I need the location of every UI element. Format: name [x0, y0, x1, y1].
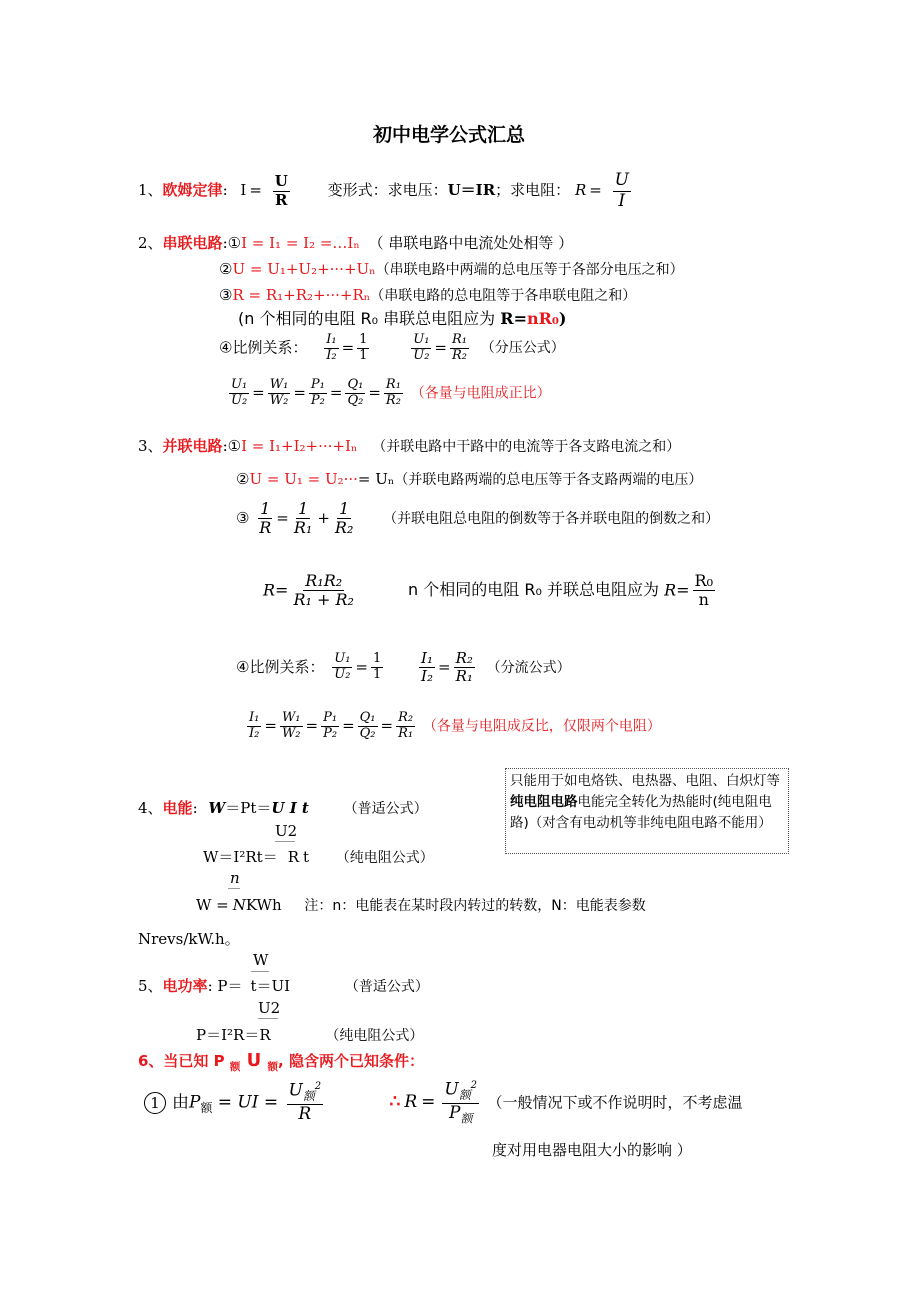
rated-UI: = UI =: [212, 1092, 284, 1113]
ohm-eq: =: [249, 181, 262, 200]
resistance-denominator: I: [618, 190, 626, 211]
section-1: [138, 171, 634, 211]
power-pure-num: U2: [258, 999, 281, 1017]
parallel-ratio-I: [419, 650, 435, 686]
parallel-inv-R: [257, 500, 273, 538]
series-ratio-note: （分压公式）: [480, 340, 565, 357]
frac-num: Q₁: [347, 377, 364, 392]
energy-Pt: ＝Pt＝: [225, 799, 272, 817]
frac-num: I₁: [326, 332, 337, 347]
series-3-mark: ③: [219, 286, 233, 304]
series-2-mark: ②: [219, 260, 233, 278]
parallel-prop-Q: [358, 711, 378, 742]
section-2-line-1: [138, 234, 573, 252]
you-char: 由: [172, 1092, 189, 1113]
ohm-numerator: U: [274, 172, 288, 191]
parallel-ratio-one: [371, 652, 383, 683]
rated-R-U: U: [444, 1079, 459, 1100]
rated-U-square: 2: [314, 1081, 322, 1093]
energy-frac-num: U2: [275, 822, 298, 840]
section-6-sub-1: 额: [229, 1061, 241, 1073]
section-3-number: 3、: [138, 437, 163, 455]
rated-R-P-sub: 额: [460, 1111, 473, 1126]
series-current-formula: I = I₁ = I₂ =…Iₙ: [241, 234, 360, 252]
parallel-ratio-U: [332, 652, 352, 683]
variant-label: 变形式：求电压：: [327, 181, 448, 200]
section-6-head-text: 6、当已知 P: [138, 1052, 230, 1070]
series-prop-note: （各量与电阻成正比）: [410, 385, 551, 402]
section-4-number: 4、: [138, 799, 163, 817]
series-voltage-note: （串联电路中两端的总电压等于各部分电压之和）: [375, 262, 684, 278]
resistance-eq: =: [589, 181, 602, 200]
series-ratio-I: [324, 333, 338, 364]
frac-den: Q₂: [359, 725, 376, 741]
section-4-colon: :: [192, 799, 198, 817]
section-5-number: 5、: [138, 977, 163, 995]
section-6-note-2: 度对用电器电阻大小的影响 ）: [492, 1141, 692, 1159]
power-frac-line: [251, 971, 269, 972]
parallel-ratio-R: [454, 650, 475, 686]
power-general-note: （普适公式）: [344, 979, 429, 995]
meter-note: 注：n：电能表在某时段内转过的转数，N：电能表参数: [304, 898, 646, 914]
section-2-number: 2、: [138, 234, 163, 252]
section-3-heading: 并联电路: [162, 437, 223, 455]
parallel-inv-R1: [292, 500, 314, 538]
power-P: P＝: [217, 977, 243, 995]
rated-U-sub: 额: [302, 1089, 315, 1104]
frac-num: R₁: [451, 332, 467, 347]
parallel-1-mark: ①: [227, 437, 242, 455]
series-1-mark: ①: [227, 234, 242, 252]
power-frac-den: t: [250, 977, 257, 995]
section-2-line-4: [238, 309, 566, 328]
parallel-prop-P: [321, 711, 339, 742]
section-6-note-1: （一般情况下或不作说明时，不考虑温: [487, 1093, 743, 1112]
frac-den: R₂: [334, 518, 354, 538]
parallel-voltage-tail: = Uₙ: [357, 470, 395, 488]
frac-num: 1: [359, 332, 368, 347]
frac-den: Q₂: [347, 392, 364, 408]
parallel-3-mark: ③: [236, 508, 250, 527]
section-2-line-5: ④比例关系： $\frac{\text{I₁}}{\text{I₂}}$ = $\frac{1}{1}$ $\frac{\text{U₁}}{\text{U₂}}$ = $\frac{\text{R₁}}{\text{R₂}}$ （分压公式）: [219, 332, 565, 363]
parallel-ratio-label: ④比例关系：: [236, 657, 325, 676]
section-1-colon: :: [222, 181, 228, 200]
energy-general-note: （普适公式）: [343, 801, 428, 817]
frac-num: R₁R₂: [305, 571, 343, 590]
section-5-colon: :: [207, 977, 213, 995]
section-2-line-2: [219, 260, 684, 279]
series-ratio-U: [411, 333, 431, 364]
frac-den: 1: [359, 347, 368, 363]
frac-num: R₂: [398, 710, 414, 725]
series-identical-nR0: nR₀: [526, 309, 559, 328]
frac-den: n: [698, 590, 709, 610]
parallel-identical-text: n 个相同的电阻 R₀ 并联总电阻应为: [408, 580, 659, 600]
frac-num: P₁: [310, 377, 325, 392]
frac-den: P₂: [323, 725, 338, 741]
meter-kwh: KWh: [245, 896, 282, 914]
parallel-current-formula: I = I₁+I₂+···+Iₙ: [241, 437, 358, 455]
parallel-inv-note: （并联电阻总电阻的倒数等于各并联电阻的倒数之和）: [383, 510, 720, 527]
rated-R-U-square: 2: [470, 1080, 478, 1091]
frac-den: R: [259, 518, 272, 538]
frac-den: U₂: [334, 667, 351, 683]
frac-den: R₂: [385, 392, 401, 408]
parallel-prop-note: （各量与电阻成反比，仅限两个电阻）: [422, 718, 661, 735]
series-prop-W: [268, 378, 291, 409]
section-2-heading: 串联电路: [162, 234, 223, 252]
frac-num: I₁: [421, 649, 433, 667]
voltage-formula: U＝IR: [447, 181, 496, 200]
frac-num: P₁: [323, 710, 338, 725]
circle-number-1: 1: [144, 1092, 166, 1114]
ohm-denominator: R: [275, 190, 288, 209]
parallel-current-note: （并联电路中干路中的电流等于各支路电流之和）: [372, 439, 681, 455]
resistance-fraction: [613, 171, 631, 211]
frac-num: R₂: [455, 649, 473, 667]
parallel-prop-I: [247, 711, 261, 742]
energy-UIt: U I t: [271, 799, 309, 817]
note-text-1: 只能用于如电烙铁、电热器、电阻、白炽灯等: [510, 773, 780, 789]
section-3-line-3: ③ $\frac{1}{R}$ = $\frac{1}{\text{R₁}}$ + $\frac{1}{\text{R₂}}$ （并联电阻总电阻的倒数等于各并联电阻的倒数之和）: [236, 499, 720, 538]
frac-den: W₂: [281, 725, 301, 741]
section-3-line-6: $\frac{\text{I₁}}{\text{I₂}}$ = $\frac{\text{W₁}}{\text{W₂}}$ = $\frac{\text{P₁}}{\text{P₂}}$ = $\frac{\text{Q₁}}{\text{Q₂}}$ = $\frac{\text{R₂}}{\text{R₁}}$ （各量与电阻成反比，仅限两个电阻）: [249, 710, 661, 741]
section-4-line-3: [196, 896, 646, 915]
power-I2R: P＝I²R＝: [196, 1026, 260, 1044]
frac-den: I₂: [421, 667, 433, 686]
section-6-tail: , 隐含两个已知条件：: [278, 1052, 424, 1070]
pure-resistance-note-box: [505, 768, 789, 854]
section-6-heading: [138, 1050, 424, 1074]
energy-frac-line: [275, 841, 295, 842]
section-4-heading: 电能: [162, 799, 193, 817]
frac-den: R₂: [451, 347, 467, 363]
section-6-sub-2: 额: [267, 1061, 279, 1073]
ohm-I: I: [240, 181, 247, 200]
frac-num: 1: [372, 651, 382, 667]
meter-frac-line: [228, 888, 240, 889]
parallel-R: R: [263, 580, 276, 600]
resistance-R: R: [574, 181, 587, 200]
series-prop-P: [309, 378, 327, 409]
section-3-line-5: ④比例关系： $\frac{\text{U₁}}{\text{U₂}}$ = $\frac{1}{1}$ $\frac{\text{I₁}}{\text{I₂}}$ = $\frac{\text{R₂}}{\text{R₁}}$ （分流公式）: [236, 649, 571, 686]
series-identical-R: R=: [500, 309, 527, 328]
series-ratio-one: [357, 333, 369, 364]
parallel-prop-W: [280, 711, 303, 742]
energy-pure-note: （纯电阻公式）: [335, 850, 434, 866]
section-3-colon: :: [222, 437, 228, 455]
frac-num: U₁: [413, 332, 430, 347]
section-3-line-2: [236, 470, 702, 489]
section-4-line-1: [138, 799, 428, 818]
series-current-note: （ 串联电路中电流处处相等 ）: [368, 234, 574, 252]
parallel-voltage-note: （并联电路两端的总电压等于各支路两端的电压）: [394, 472, 703, 488]
rated-R-fraction: [442, 1080, 479, 1126]
page-title: 初中电学公式汇总: [373, 124, 526, 146]
section-3-line-4: R= $\frac{\text{R₁R₂}}{\text{R₁ + R₂}}$ n 个相同的电阻 R₀ 并联总电阻应为 R= $\frac{\text{R₀}}{n}$: [263, 571, 713, 610]
series-identical-text: (n 个相同的电阻 R₀ 串联总电阻应为: [238, 309, 501, 328]
frac-den: U₂: [231, 392, 248, 408]
frac-num: W₁: [269, 377, 289, 392]
series-prop-Q: [345, 378, 365, 409]
section-2-line-3: [219, 286, 636, 305]
section-5-heading: 电功率: [162, 977, 208, 995]
frac-num: I₁: [249, 710, 260, 725]
frac-num: R₀: [694, 571, 713, 590]
frac-den: R₁: [398, 725, 414, 741]
frac-den: R₁: [455, 667, 473, 686]
note-text-2: 电能完全转化为热能时(纯电阻电路)（对含有电动机等非纯电阻电路不能用）: [510, 794, 772, 831]
series-voltage-formula: U = U₁+U₂+···+Uₙ: [232, 260, 376, 278]
energy-t: t: [302, 848, 310, 866]
power-pure-note: （纯电阻公式）: [325, 1028, 424, 1044]
frac-num: W₁: [281, 710, 301, 725]
series-ratio-R: [450, 333, 469, 364]
frac-den: I₂: [326, 347, 337, 363]
meter-n: n: [230, 869, 240, 887]
power-pure-line: [258, 1018, 278, 1019]
section-4-line-2: [203, 848, 434, 867]
series-ratio-label: ④比例关系：: [219, 338, 308, 357]
frac-den: U₂: [413, 347, 430, 363]
frac-den: P₂: [310, 392, 325, 408]
series-resistance-note: （串联电路的总电阻等于各串联电阻之和）: [370, 288, 637, 304]
power-UI: ＝UI: [256, 977, 291, 995]
rated-U2-over-R: [287, 1081, 324, 1124]
rated-R-den: R: [298, 1104, 312, 1124]
rated-U: U: [288, 1080, 303, 1101]
series-identical-close: ): [558, 309, 567, 328]
parallel-inv-R2: [333, 500, 355, 538]
parallel-product-over-sum: [291, 572, 356, 610]
resistance-numerator: U: [614, 170, 629, 190]
therefore-symbol: ∴: [389, 1092, 401, 1113]
meter-unit: Nrevs/kW.h。: [138, 930, 240, 948]
frac-num: R₁: [385, 377, 401, 392]
section-5-line-1: [138, 977, 429, 996]
section-1-number: 1、: [138, 181, 163, 200]
rated-R-P: P: [449, 1102, 461, 1123]
frac-num: 1: [339, 499, 350, 518]
energy-frac-den: R: [287, 848, 299, 866]
frac-den: R₁: [293, 518, 313, 538]
energy-I2Rt: W＝I²Rt＝: [203, 848, 278, 866]
meter-N: N: [232, 896, 246, 914]
rated-P: P: [189, 1092, 201, 1113]
frac-den: W₂: [269, 392, 289, 408]
parallel-ratio-note: （分流公式）: [486, 659, 571, 676]
parallel-identical-fraction: [693, 572, 715, 610]
section-2-colon: :: [222, 234, 228, 252]
section-6-U: U: [240, 1050, 268, 1071]
rated-R: R: [404, 1092, 418, 1113]
parallel-prop-R: [396, 711, 415, 742]
parallel-2-mark: ②: [236, 470, 250, 488]
frac-num: 1: [298, 499, 309, 518]
series-prop-R: [384, 378, 403, 409]
parallel-identical-R: R: [664, 580, 677, 600]
section-1-heading: 欧姆定律: [162, 181, 223, 200]
parallel-voltage-formula: U = U₁ = U₂···: [249, 470, 358, 488]
section-6-formula: 1 由$P_额$ = UI = $\frac{U_额^2}{R}$ ∴ R = $\frac{U_额^2}{P_额}$ （一般情况下或不作说明时，不考虑温: [144, 1080, 742, 1126]
frac-num: U₁: [231, 377, 248, 392]
energy-W: W: [208, 799, 226, 817]
rated-R-U-sub: 额: [458, 1088, 471, 1103]
power-pure-den: R: [259, 1026, 271, 1044]
meter-W: W =: [196, 896, 229, 914]
frac-den: I₂: [249, 725, 260, 741]
rated-P-sub: 额: [200, 1100, 213, 1115]
frac-den: R₁ + R₂: [293, 590, 354, 610]
frac-num: Q₁: [359, 710, 376, 725]
frac-num: 1: [260, 499, 271, 518]
series-prop-U: [229, 378, 249, 409]
section-2-line-6: $\frac{\text{U₁}}{\text{U₂}}$ = $\frac{\text{W₁}}{\text{W₂}}$ = $\frac{\text{P₁}}{\text{P₂}}$ = $\frac{\text{Q₁}}{\text{Q₂}}$ = $\frac{\text{R₁}}{\text{R₂}}$ （各量与电阻成正比）: [231, 377, 551, 408]
section-3-line-1: [138, 437, 680, 456]
frac-den: 1: [372, 667, 382, 683]
frac-num: U₁: [334, 651, 351, 667]
resistance-label: ；求电阻：: [495, 181, 571, 200]
note-text-bold: 纯电阻电路: [510, 794, 578, 810]
section-5-line-2: [196, 1026, 423, 1045]
series-resistance-formula: R = R₁+R₂+···+Rₙ: [232, 286, 371, 304]
power-frac-num: W: [253, 951, 269, 969]
ohm-fraction: [273, 173, 290, 209]
